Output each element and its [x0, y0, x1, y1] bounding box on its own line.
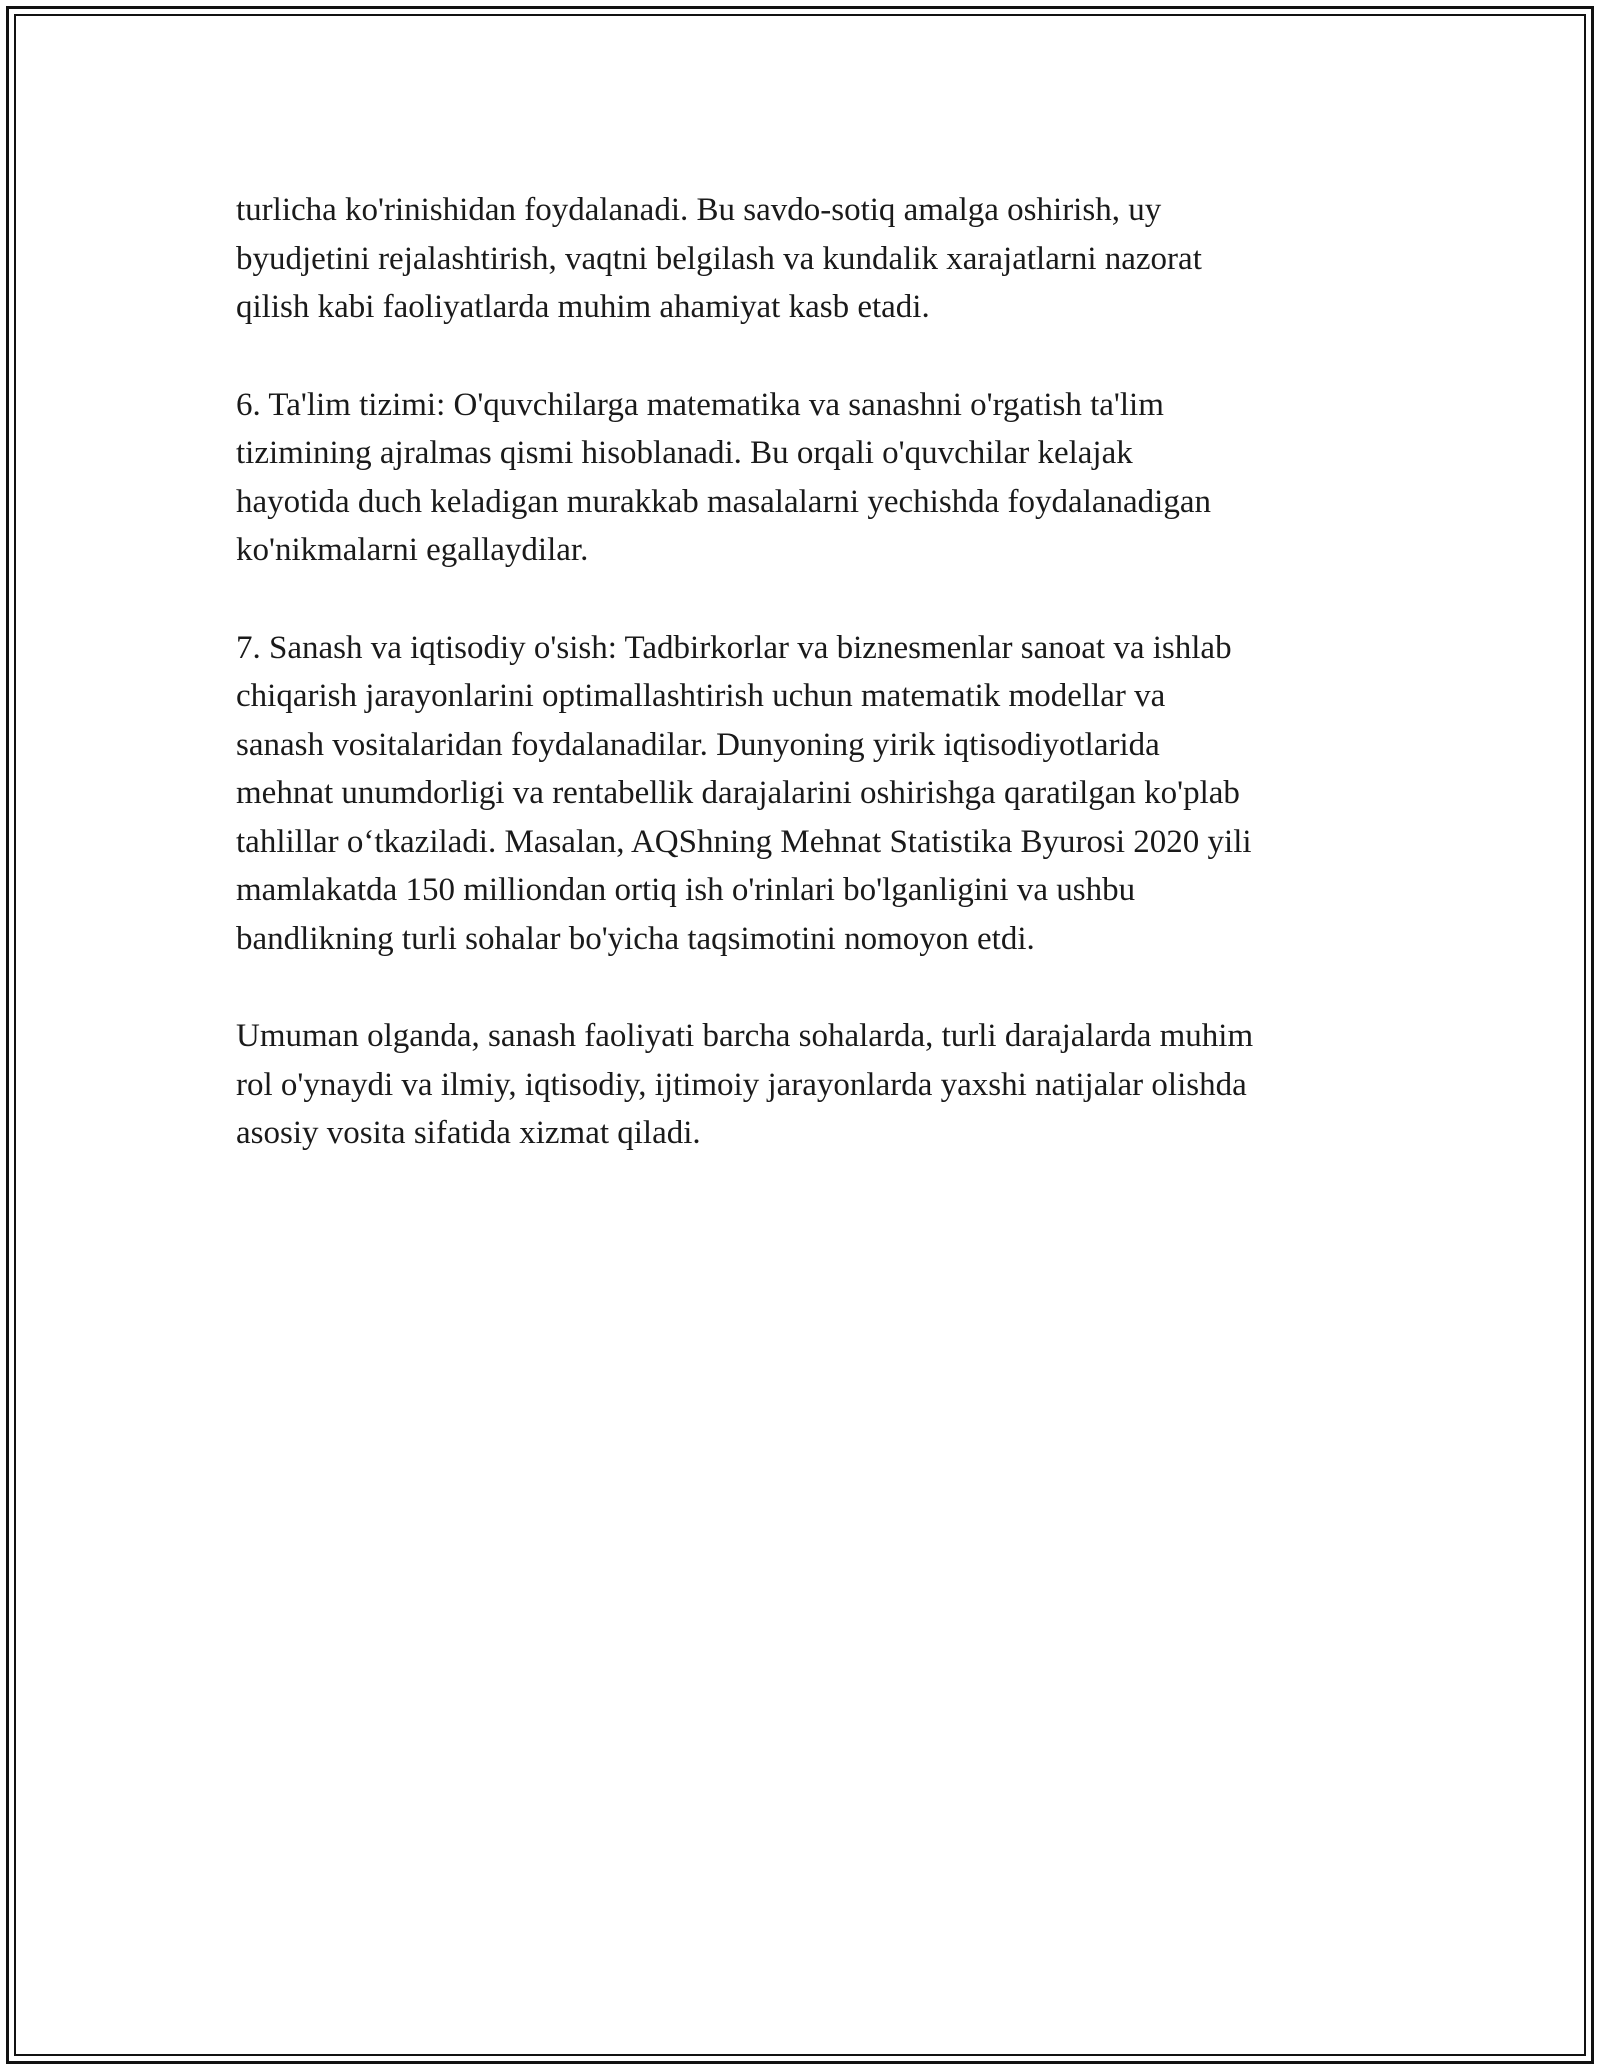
paragraph-conclusion: Umuman olganda, sanash faoliyati barcha sohalarda, turli darajalarda muhim rol o'ynaydi va ilmiy, iqtisodiy, ijtimoiy jarayonlarda yaxshi natijalar olishda asosiy vosita sifatida xizmat qiladi.: [236, 1018, 1254, 1151]
paragraph-economic-growth: 7. Sanash va iqtisodiy o'sish: Tadbirkorlar va biznesmenlar sanoat va ishlab chiqarish jarayonlarini optimallashtirish uchun matematik modellar va sanash vositalaridan foydalanadilar. Dunyoning yirik iqtisodiyotlarida mehnat unumdorligi va rentabellik darajalarini oshirishga qaratilgan ko'plab tahlillar o‘tkaziladi. Masalan, AQShning Mehnat Statistika Byurosi 2020 yili mamlakatda 150 milliondan ortiq ish o'rinlari bo'lganligini va ushbu bandlikning turli sohalar bo'yicha taqsimotini nomoyon etdi.: [236, 629, 1252, 957]
document-body: [236, 186, 1386, 1207]
paragraph-daily-life: turlicha ko'rinishidan foydalanadi. Bu savdo-sotiq amalga oshirish, uy byudjetini rejalashtirish, vaqtni belgilash va kundalik xarajatlarni nazorat qilish kabi faoliyatlarda muhim ahamiyat kasb etadi.: [236, 192, 1202, 325]
paragraph-education-system: 6. Ta'lim tizimi: O'quvchilarga matematika va sanashni o'rgatish ta'lim tizimining ajralmas qismi hisoblanadi. Bu orqali o'quvchilar kelajak hayotida duch keladigan murakkab masalalarni yechishda foydalanadigan ko'nikmalarni egallaydilar.: [236, 386, 1211, 568]
